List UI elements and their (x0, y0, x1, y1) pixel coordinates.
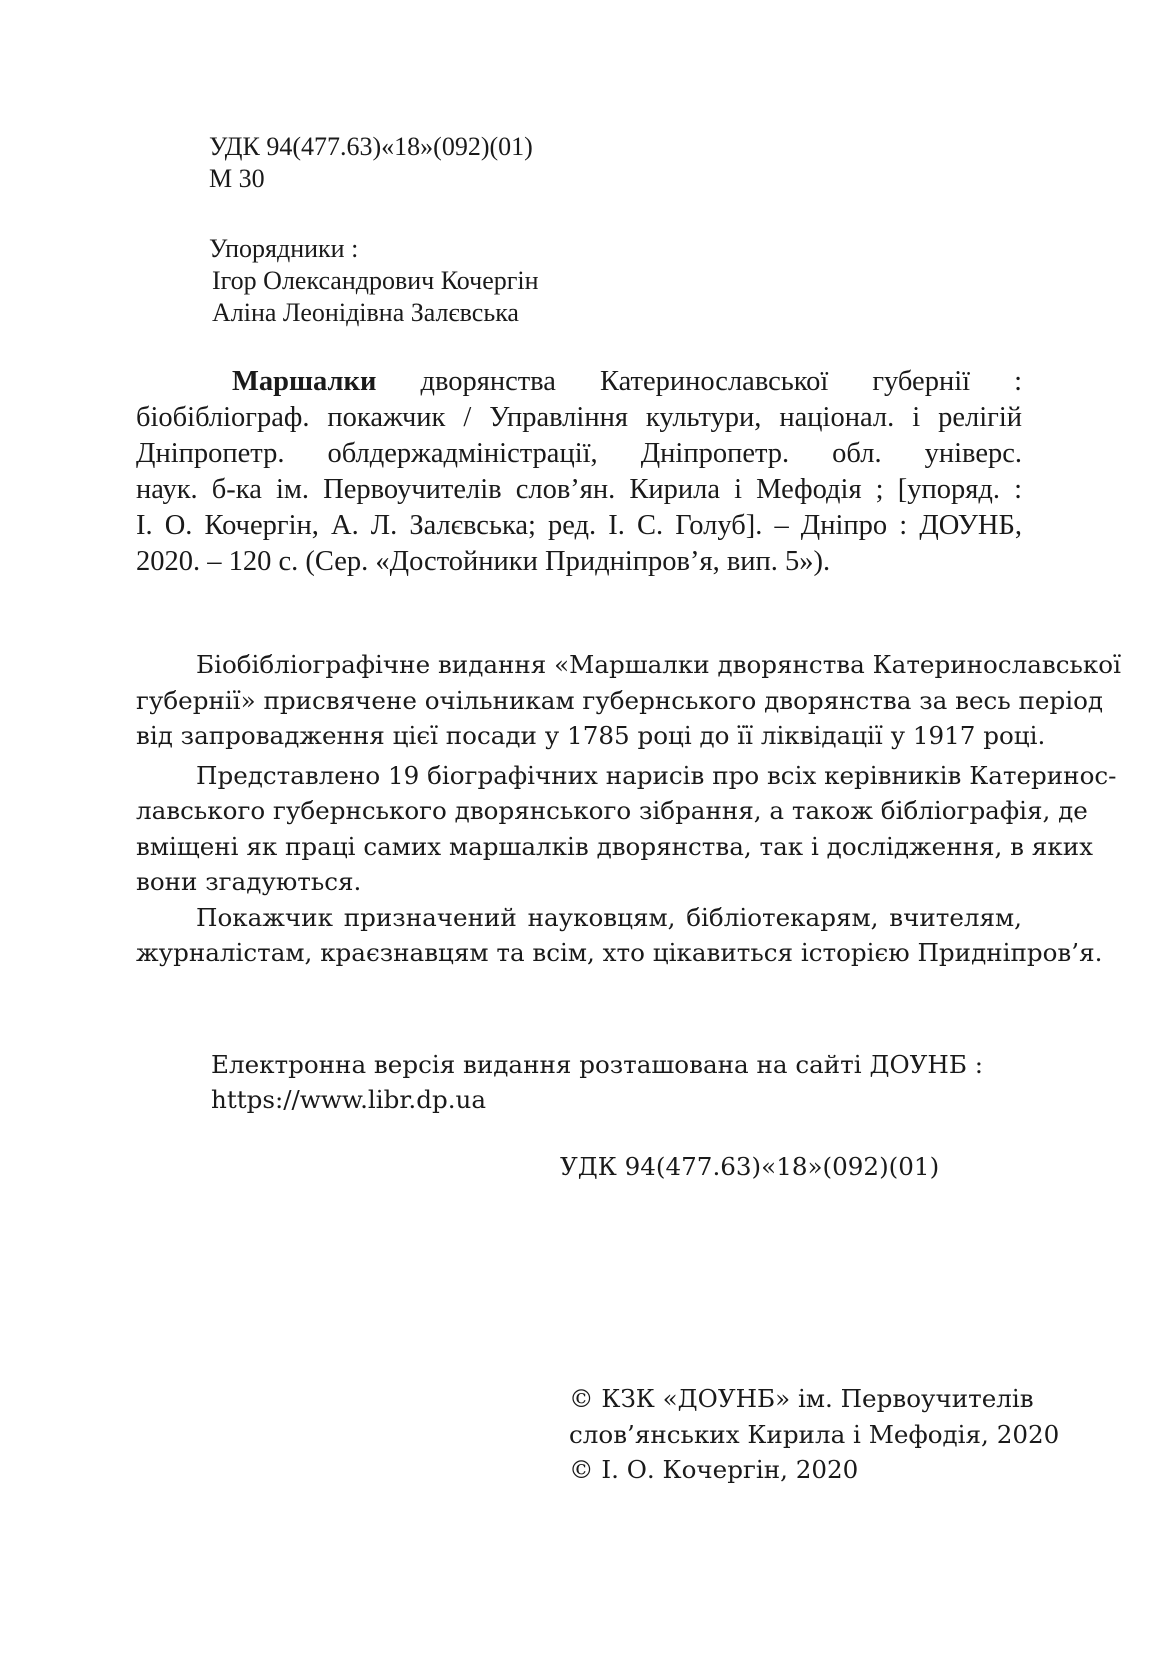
copyright-line: © І. О. Кочергін, 2020 (569, 1455, 859, 1484)
biblio-line: біобібліограф. покажчик / Управління культури, націонал. і релігій (136, 402, 1022, 433)
author-cipher: М 30 (209, 164, 265, 193)
biblio-line: наук. б-ка ім. Первоучителів слов’ян. Кирила і Мефодія ; [упоряд. : (136, 474, 1022, 505)
website-link[interactable]: https://www.libr.dp.ua (211, 1085, 487, 1114)
copyright-line: © КЗК «ДОУНБ» ім. Первоучителів (569, 1384, 1034, 1413)
compilers-block (209, 233, 539, 329)
annotation-line: Представлено 19 біографічних нарисів про всіх керівників Катеринос- (196, 760, 1117, 790)
udk-header (209, 131, 533, 195)
udk-code-bottom: УДК 94(477.63)«18»(092)(01) (560, 1152, 940, 1181)
compiler-name: Аліна Леонідівна Залєвська (212, 298, 519, 327)
annotation-line: губернії» присвячене очільникам губернського дворянства за весь період (136, 685, 1104, 715)
udk-code: УДК 94(477.63)«18»(092)(01) (209, 132, 533, 161)
annotation-line: лавського губернського дворянського зібрання, а також бібліографія, де (136, 796, 1088, 825)
book-title: Маршалки (232, 366, 377, 397)
annotation-line: вони згадуються. (136, 867, 362, 896)
electronic-version-text: Електронна версія видання розташована на сайті ДОУНБ : (211, 1050, 984, 1079)
annotation-line: від запровадження цієї посади у 1785 році до її ліквідації у 1917 році. (136, 721, 1046, 750)
annotation-line: журналістам, краєзнавцям та всім, хто цікавиться історією Придніпров’я. (136, 938, 1103, 967)
udk-footer (560, 1151, 939, 1183)
annotation-line: Покажчик призначений науковцям, бібліотекарям, вчителям, (196, 902, 1022, 932)
copyright-line: слов’янських Кирила і Мефодія, 2020 (569, 1419, 1060, 1449)
biblio-line: Дніпропетр. облдержадміністрації, Дніпропетр. обл. універс. (136, 438, 1022, 469)
electronic-version-note (211, 1047, 983, 1117)
annotation-line: Біобібліографічне видання «Маршалки дворянства Катеринославської (196, 650, 1121, 679)
biblio-line: І. О. Кочергін, А. Л. Залєвська; ред. І. С. Голуб]. – Дніпро : ДОУНБ, (136, 510, 1022, 541)
annotation-line: вміщені як праці самих маршалків дворянства, так і дослідження, в яких (136, 831, 1093, 861)
annotation (136, 647, 1121, 971)
book-title-rest: дворянства Катеринославської губернії : (420, 366, 1023, 397)
copyright-block (569, 1381, 1059, 1488)
biblio-line (136, 364, 1022, 400)
compilers-label: Упорядники : (209, 234, 359, 263)
compiler-name: Ігор Олександрович Кочергін (212, 266, 539, 295)
bibliographic-record (136, 364, 1022, 580)
biblio-line: 2020. – 120 с. (Сер. «Достойники Придніпров’я, вип. 5»). (136, 546, 831, 577)
